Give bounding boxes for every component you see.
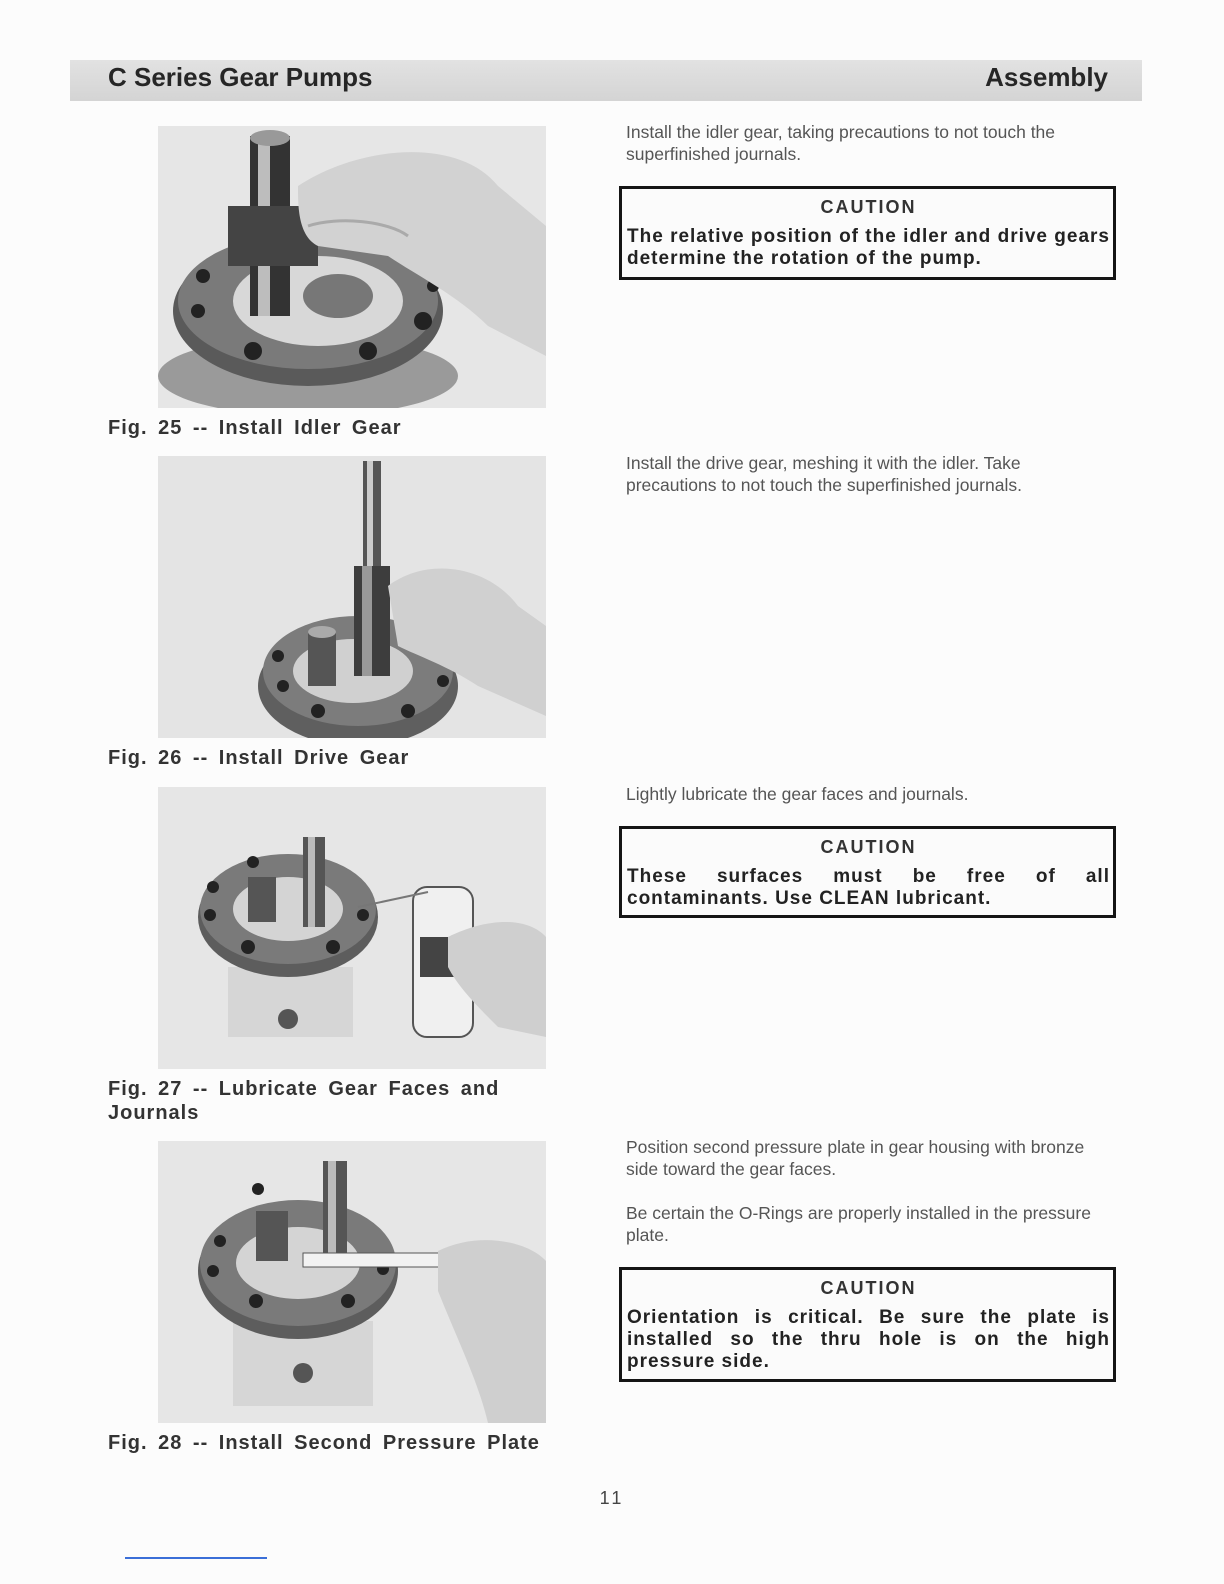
figure-26-photo [158, 456, 546, 738]
caution-body: Orientation is critical. Be sure the plate is installed so the thru hole is on the high pressure side. [627, 1307, 1110, 1372]
figure-27-caption: Fig. 27 -- Lubricate Gear Faces and Journals [108, 1078, 500, 1124]
page-number: 11 [599, 1488, 625, 1508]
caution-body: The relative position of the idler and drive gears determine the rotation of the pump. [627, 226, 1110, 269]
figure-25-photo [158, 126, 546, 408]
step-position-pressure-plate: Position second pressure plate in gear housing with bronze side toward the gear faces. [626, 1137, 1085, 1179]
section-title: Assembly [985, 62, 1108, 92]
caution-box-orientation [619, 1267, 1116, 1382]
figure-25-caption: Fig. 25 -- Install Idler Gear [108, 417, 402, 439]
figure-28-caption: Fig. 28 -- Install Second Pressure Plate [108, 1432, 540, 1454]
document-title: C Series Gear Pumps [108, 62, 373, 92]
caution-title: CAUTION [820, 837, 917, 857]
caution-title: CAUTION [820, 197, 917, 217]
figure-28-photo [158, 1141, 546, 1423]
figure-27-photo [158, 787, 546, 1069]
caution-box-gear-position [619, 186, 1116, 280]
step-lubricate: Lightly lubricate the gear faces and journals. [626, 784, 969, 804]
step-install-drive-gear: Install the drive gear, meshing it with the idler. Take precautions to not touch the superfinished journals. [626, 453, 1022, 495]
step-check-o-rings: Be certain the O-Rings are properly installed in the pressure plate. [626, 1203, 1091, 1245]
caution-box-contaminants [619, 826, 1116, 918]
step-install-idler-gear: Install the idler gear, taking precautions to not touch the superfinished journals. [626, 122, 1056, 164]
figure-26-caption: Fig. 26 -- Install Drive Gear [108, 747, 410, 769]
caution-title: CAUTION [820, 1278, 917, 1298]
caution-body: These surfaces must be free of all contaminants. Use CLEAN lubricant. [627, 866, 1110, 909]
page-header [70, 60, 1142, 101]
footer-rule [125, 1557, 267, 1559]
